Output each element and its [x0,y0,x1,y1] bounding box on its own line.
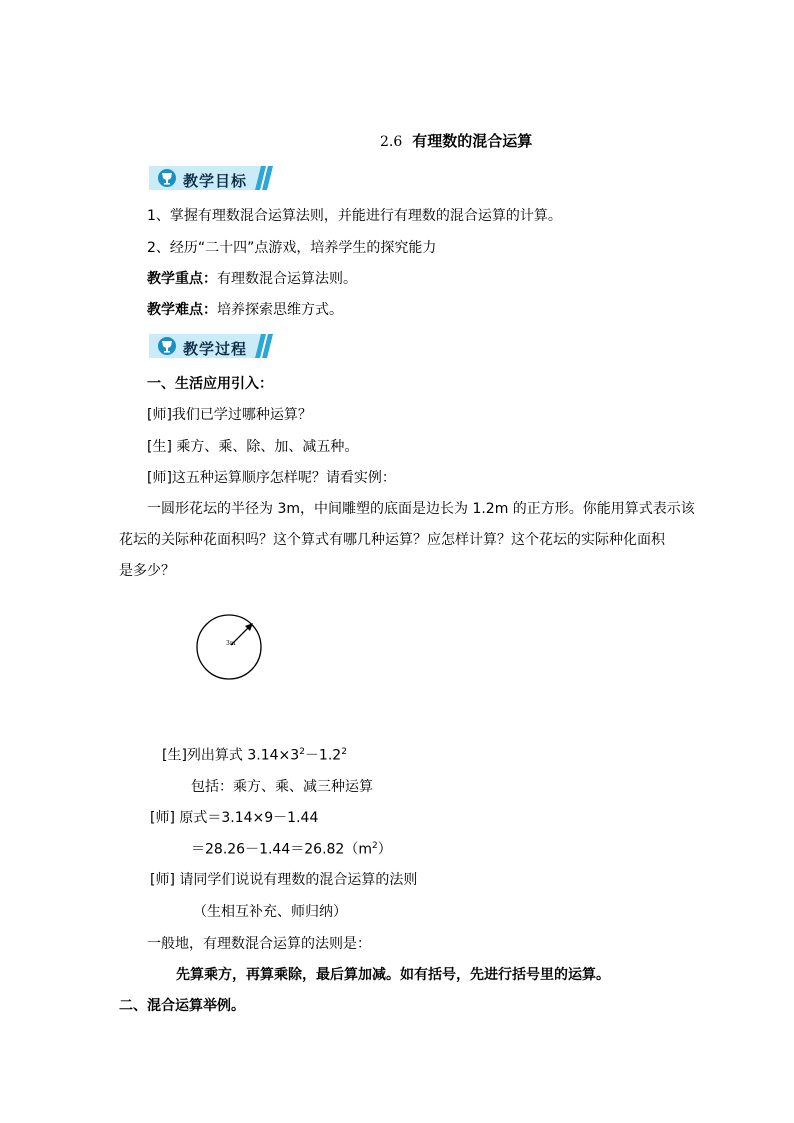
trophy-icon [158,337,176,355]
result-part: ＝28.26－1.44＝26.82（m [191,841,372,858]
process-banner [149,334,273,358]
section-number: 2.6 [380,134,403,150]
key-point [147,272,357,286]
goals-banner-label: 教学目标 [183,172,248,190]
teacher-original-expression: [师] 原式＝3.14×9－1.44 [150,810,319,826]
dialogue-line: [师]这五种运算顺序怎样呢？请看实例： [147,470,396,486]
result-part: ） [377,841,392,858]
formula-part: －1.2 [304,747,342,764]
problem-paragraph-line: 是多少？ [119,563,175,579]
operations-included: 包括：乘方、乘、减三种运算 [191,779,373,795]
dialogue-line: [生] 乘方、乘、除、加、减五种。 [147,439,359,455]
goal-item-1: 1、掌握有理数混合运算法则，并能进行有理数的混合运算的计算。 [147,208,562,224]
radius-label: 3m [226,640,236,647]
teacher-question: [师] 请同学们说说有理数的混合运算的法则 [150,872,418,888]
problem-paragraph-line: 一圆形花坛的半径为 3m，中间雕塑的底面是边长为 1.2m 的正方形。你能用算式表示该 [147,501,695,517]
result-exponent: 2 [371,841,378,851]
goal-item-2: 2、经历“二十四”点游戏，培养学生的探究能力 [147,240,437,256]
mixed-operation-rule: 先算乘方，再算乘除，最后算加减。如有括号，先进行括号里的运算。 [176,967,610,983]
problem-paragraph-line: 花坛的关际种花面积吗？这个算式有哪几种运算？应怎样计算？这个花坛的实际种化面积 [119,532,665,548]
key-point-label: 教学重点： [147,271,217,287]
formula-part: [生]列出算式 3.14×3 [162,747,300,764]
part1-heading: 一、生活应用引入： [147,376,273,392]
summary-note: （生相互补充、师归纳） [193,904,347,920]
process-banner-label: 教学过程 [183,340,248,358]
student-formula [162,748,347,763]
goals-banner [149,166,273,190]
formula-exponent: 2 [299,747,305,757]
flowerbed-circle-figure [192,612,266,682]
difficulty-point [147,303,343,317]
page-title [380,134,532,149]
dialogue-line: [师]我们已学过哪种运算？ [147,407,312,423]
rule-intro: 一般地，有理数混合运算的法则是： [147,936,371,952]
section-title: 有理数的混合运算 [412,132,533,150]
formula-exponent: 2 [341,747,347,757]
teacher-result [191,842,392,857]
key-point-text: 有理数混合运算法则。 [217,271,357,287]
trophy-icon [158,169,176,187]
part2-heading: 二、混合运算举例。 [119,998,245,1014]
difficulty-text: 培养探索思维方式。 [217,302,343,318]
difficulty-label: 教学难点： [147,302,217,318]
